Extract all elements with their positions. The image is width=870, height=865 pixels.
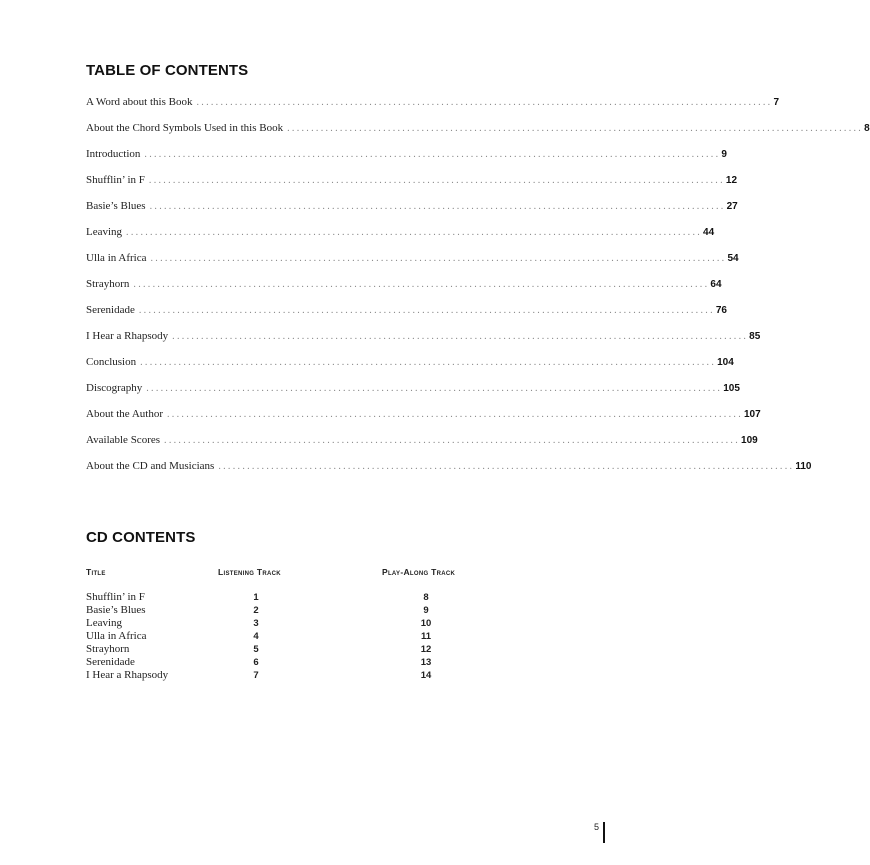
cd-track-title: Basie’s Blues — [86, 604, 146, 616]
dot-leader: ........................................................................................................................ — [126, 227, 703, 238]
toc-entry-page: 110 — [795, 461, 812, 472]
cd-track-row — [86, 669, 506, 682]
toc-entry[interactable] — [86, 434, 758, 460]
dot-leader: ........................................................................................................................ — [144, 149, 721, 160]
toc-entry-title: Strayhorn — [86, 278, 130, 290]
listening-track-number: 4 — [253, 631, 259, 642]
dot-leader: ........................................................................................................................ — [167, 409, 743, 420]
toc-entry-title: About the Chord Symbols Used in this Book — [86, 122, 284, 134]
toc-entry-page: 7 — [773, 97, 780, 108]
toc-entry-title: Leaving — [86, 226, 123, 238]
toc-entry-title: I Hear a Rhapsody — [86, 330, 169, 342]
toc-entry-title: About the CD and Musicians — [86, 460, 215, 472]
page-number: 5 — [594, 822, 600, 832]
dot-leader: ........................................................................................................................ — [218, 461, 795, 472]
playalong-track-number: 14 — [420, 670, 432, 681]
listening-track-number: 5 — [253, 644, 259, 655]
toc-list — [86, 96, 870, 486]
cd-track-row — [86, 630, 506, 643]
toc-entry-title: Introduction — [86, 148, 141, 160]
toc-entry-title: About the Author — [86, 408, 163, 420]
cd-track-title: Serenidade — [86, 656, 135, 668]
dot-leader: ........................................................................................................................ — [149, 201, 726, 212]
toc-entry-page: 27 — [726, 201, 738, 212]
cd-track-title: Ulla in Africa — [86, 630, 147, 642]
listening-track-number: 2 — [253, 605, 259, 616]
toc-entry-title: Available Scores — [86, 434, 161, 446]
toc-entry-page: 85 — [749, 331, 761, 342]
toc-entry[interactable] — [86, 226, 715, 252]
dot-leader: ........................................................................................................................ — [148, 175, 725, 186]
listening-track-number: 1 — [253, 592, 259, 603]
toc-entry-page: 105 — [723, 383, 740, 394]
dot-leader: ........................................................................................................................ — [133, 279, 710, 290]
cd-track-title: Shufflin’ in F — [86, 591, 145, 603]
toc-entry-title: Discography — [86, 382, 143, 394]
playalong-track-number: 11 — [420, 631, 432, 642]
cd-track-row — [86, 617, 506, 630]
listening-track-number: 3 — [253, 618, 259, 629]
dot-leader: ........................................................................................................................ — [138, 305, 715, 316]
cd-contents-heading: CD CONTENTS — [86, 529, 196, 546]
dot-leader: ........................................................................................................................ — [196, 97, 773, 108]
toc-entry[interactable] — [86, 356, 734, 382]
playalong-track-number: 13 — [420, 657, 432, 668]
toc-entry[interactable] — [86, 304, 727, 330]
toc-entry-title: Conclusion — [86, 356, 137, 368]
toc-entry-page: 109 — [741, 435, 758, 446]
cd-track-row — [86, 656, 506, 669]
toc-entry-page: 76 — [715, 305, 727, 316]
toc-entry-title: Shufflin’ in F — [86, 174, 145, 186]
playalong-track-number: 10 — [420, 618, 432, 629]
toc-entry[interactable] — [86, 252, 739, 278]
dot-leader: ........................................................................................................................ — [146, 383, 723, 394]
playalong-track-number: 8 — [423, 592, 429, 603]
toc-entry-page: 54 — [727, 253, 739, 264]
folio-rule — [603, 822, 605, 843]
toc-entry-title: Serenidade — [86, 304, 135, 316]
toc-entry[interactable] — [86, 460, 812, 486]
cd-column-title: Title — [86, 567, 106, 577]
toc-entry-page: 8 — [864, 123, 870, 134]
toc-entry-page: 64 — [710, 279, 722, 290]
listening-track-number: 6 — [253, 657, 259, 668]
cd-track-table — [86, 591, 506, 682]
toc-entry-page: 9 — [721, 149, 727, 160]
cd-track-title: I Hear a Rhapsody — [86, 669, 169, 681]
toc-entry-page: 12 — [725, 175, 738, 186]
cd-track-row — [86, 604, 506, 617]
toc-entry[interactable] — [86, 408, 761, 434]
toc-entry[interactable] — [86, 122, 870, 148]
toc-entry[interactable] — [86, 174, 738, 200]
toc-entry-title: Ulla in Africa — [86, 252, 147, 264]
cd-column-listening: Listening Track — [218, 567, 281, 577]
toc-entry[interactable] — [86, 96, 780, 122]
cd-track-row — [86, 591, 506, 604]
listening-track-number: 7 — [253, 670, 259, 681]
playalong-track-number: 9 — [423, 605, 429, 616]
cd-column-playalong: Play-Along Track — [382, 567, 456, 577]
toc-entry[interactable] — [86, 382, 740, 408]
playalong-track-number: 12 — [420, 644, 432, 655]
toc-entry-title: A Word about this Book — [86, 96, 193, 108]
dot-leader: ........................................................................................................................ — [140, 357, 717, 368]
dot-leader: ........................................................................................................................ — [287, 123, 864, 134]
toc-entry[interactable] — [86, 200, 738, 226]
toc-entry-page: 44 — [703, 227, 715, 238]
toc-entry[interactable] — [86, 330, 761, 356]
cd-track-row — [86, 643, 506, 656]
dot-leader: ........................................................................................................................ — [164, 435, 741, 446]
toc-entry[interactable] — [86, 278, 722, 304]
dot-leader: ........................................................................................................................ — [150, 253, 727, 264]
toc-entry-title: Basie’s Blues — [86, 200, 146, 212]
toc-heading: TABLE OF CONTENTS — [86, 62, 249, 79]
dot-leader: ........................................................................................................................ — [172, 331, 749, 342]
toc-entry-page: 107 — [744, 409, 761, 420]
cd-track-title: Leaving — [86, 617, 123, 629]
cd-track-title: Strayhorn — [86, 643, 130, 655]
toc-entry-page: 104 — [717, 357, 734, 368]
toc-entry[interactable] — [86, 148, 727, 174]
